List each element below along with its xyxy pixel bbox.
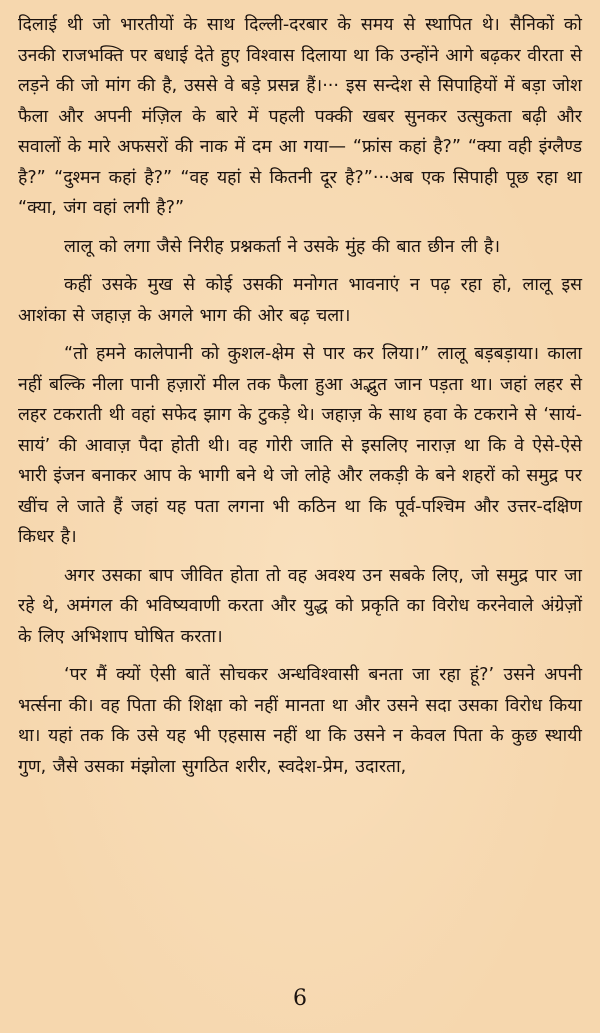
paragraph: ‘पर मैं क्यों ऐसी बातें सोचकर अन्धविश्वासी बनता जा रहा हूं?’ उसने अपनी भर्त्सना की। वह पिता की शिक्षा को नहीं मानता था और उसने सदा उसका विरोध किया था। यहां तक कि उसे यह भी एहसास नहीं था कि उसने न केवल पिता के कुछ स्थायी गुण, जैसे उसका मंझोला सुगठित शरीर, स्वदेश-प्रेम, उदारता,	[18, 665, 582, 777]
body-text	[18, 10, 582, 782]
paragraph: लालू को लगा जैसे निरीह प्रश्नकर्ता ने उसके मुंह की बात छीन ली है।	[64, 236, 501, 257]
paragraph: दिलाई थी जो भारतीयों के साथ दिल्ली-दरबार के समय से स्थापित थे। सैनिकों को उनकी राजभक्ति पर बधाई देते हुए विश्वास दिलाया था कि उन्होंने आगे बढ़कर वीरता से लड़ने की जो मांग की है, उससे वे बड़े प्रसन्न हैं।··· इस सन्देश से सिपाहियों में बड़ा जोश फैला और अपनी मंज़िल के बारे में पहली पक्की खबर सुनकर उत्सुकता बढ़ी और सवालों के मारे अफसरों की नाक में दम आ गया— “फ्रांस कहां है?” “क्या वही इंग्लैण्ड है?” “दुश्मन कहां है?” “वह यहां से कितनी दूर है?”···अब एक सिपाही पूछ रहा था “क्या, जंग वहां लगी है?”	[18, 15, 582, 218]
paragraph: कहीं उसके मुख से कोई उसकी मनोगत भावनाएं न पढ़ रहा हो, लालू इस आशंका से जहाज़ के अगले भाग की ओर बढ़ चला।	[18, 275, 582, 326]
page-number: 6	[293, 986, 307, 1011]
paragraph: अगर उसका बाप जीवित होता तो वह अवश्य उन सबके लिए, जो समुद्र पार जा रहे थे, अमंगल की भविष्यवाणी करता और युद्ध को प्रकृति का विरोध करनेवाले अंग्रेज़ों के लिए अभिशाप घोषित करता।	[18, 565, 582, 647]
paragraph: “तो हमने कालेपानी को कुशल-क्षेम से पार कर लिया।” लालू बड़बड़ाया। काला नहीं बल्कि नीला पानी हज़ारों मील तक फैला हुआ अद्भुत जान पड़ता था। जहां लहर से लहर टकराती थी वहां सफेद झाग के टुकड़े थे। जहाज़ के साथ हवा के टकराने से ‘सायं-सायं’ की आवाज़ पैदा होती थी। वह गोरी जाति से इसलिए नाराज़ था कि वे ऐसे-ऐसे भारी इंजन बनाकर आप के भागी बने थे जो लोहे और लकड़ी के बने शहरों को समुद्र पर खींच ले जाते हैं जहां यह पता लगना भी कठिन था कि पूर्व-पश्चिम और उत्तर-दक्षिण किधर है।	[18, 344, 582, 547]
